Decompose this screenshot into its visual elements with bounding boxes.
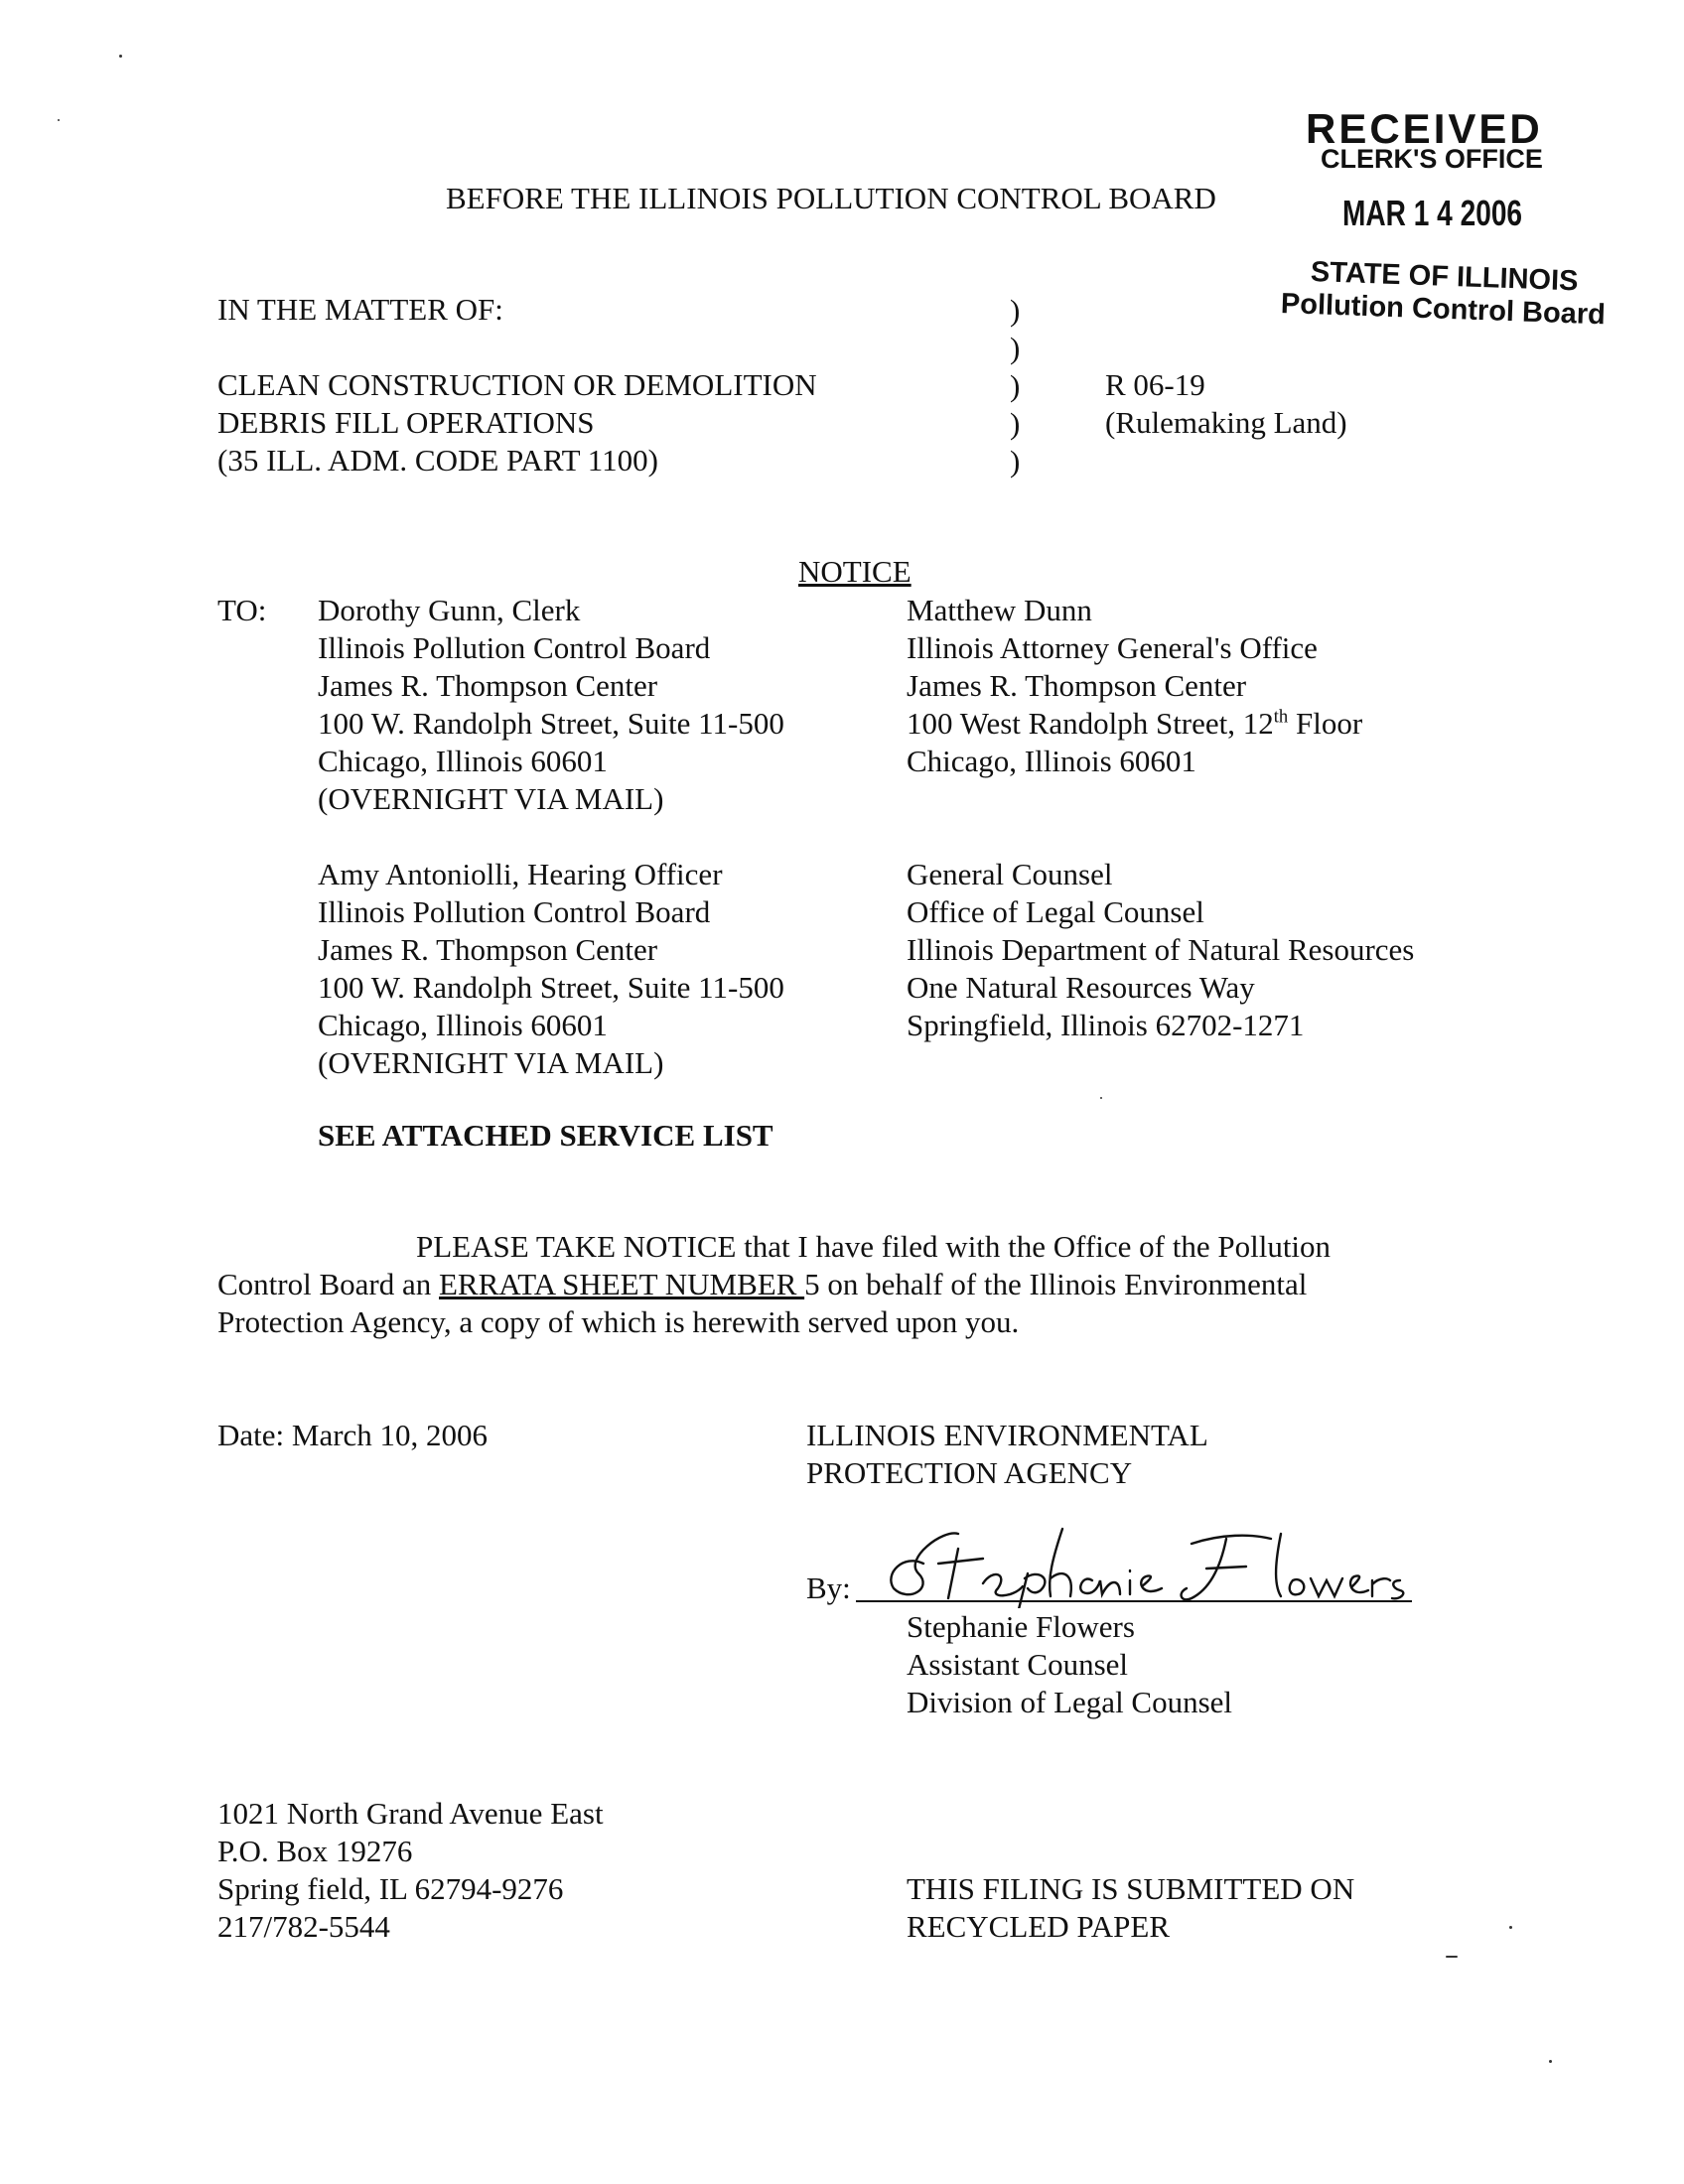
stamp-board: Pollution Control Board bbox=[1280, 288, 1607, 332]
paren: ) bbox=[1010, 293, 1021, 328]
board-title: BEFORE THE ILLINOIS POLLUTION CONTROL BOARD bbox=[446, 181, 1216, 215]
recipient-line: 100 W. Randolph Street, Suite 11-500 bbox=[318, 970, 784, 1005]
to-label: TO: bbox=[217, 593, 267, 627]
signer-block bbox=[907, 1608, 1232, 1721]
address-line: 217/782-5544 bbox=[217, 1909, 390, 1944]
filing-date: Date: March 10, 2006 bbox=[217, 1418, 489, 1452]
by-label: By: bbox=[806, 1570, 851, 1605]
recipient-line: James R. Thompson Center bbox=[318, 668, 658, 703]
recipient-line: Chicago, Illinois 60601 bbox=[318, 1008, 608, 1042]
caption-line-2: DEBRIS FILL OPERATIONS bbox=[217, 405, 595, 440]
caption-line-3: (35 ILL. ADM. CODE PART 1100) bbox=[217, 443, 658, 478]
recycled-paper-note bbox=[907, 1870, 1354, 1946]
recipient-line: (OVERNIGHT VIA MAIL) bbox=[318, 781, 664, 816]
caption-line-1: CLEAN CONSTRUCTION OR DEMOLITION bbox=[217, 367, 817, 402]
body-line-2-pre: Control Board an bbox=[217, 1267, 439, 1301]
paren: ) bbox=[1010, 331, 1021, 365]
paren: ) bbox=[1010, 406, 1021, 441]
recipient-line: One Natural Resources Way bbox=[907, 970, 1255, 1005]
recipient-line: 100 W. Randolph Street, Suite 11-500 bbox=[318, 706, 784, 741]
recipient-street bbox=[907, 705, 1362, 743]
recipient-line: Chicago, Illinois 60601 bbox=[318, 744, 608, 778]
recipient-line: Illinois Pollution Control Board bbox=[318, 894, 711, 929]
paren: ) bbox=[1010, 368, 1021, 403]
stamp-office: CLERK'S OFFICE bbox=[1321, 144, 1543, 174]
recycled-line: RECYCLED PAPER bbox=[907, 1909, 1170, 1944]
recipient-line: General Counsel bbox=[907, 857, 1113, 891]
paren: ) bbox=[1010, 444, 1021, 478]
street-sup: th bbox=[1273, 706, 1289, 728]
recipient-line: Matthew Dunn bbox=[907, 593, 1092, 627]
street-post: Floor bbox=[1288, 706, 1363, 741]
scan-speck bbox=[119, 55, 122, 58]
recipient-line: Chicago, Illinois 60601 bbox=[907, 744, 1196, 778]
street-pre: 100 West Randolph Street, 12 bbox=[907, 706, 1274, 741]
recipient-matthew-dunn bbox=[907, 592, 1362, 780]
body-line-3: Protection Agency, a copy of which is herewith served upon you. bbox=[217, 1304, 1020, 1339]
body-line-2-post: 5 on behalf of the Illinois Environmental bbox=[804, 1267, 1308, 1301]
scan-speck bbox=[1446, 1956, 1458, 1958]
agency-address bbox=[217, 1795, 604, 1946]
recipient-line: (OVERNIGHT VIA MAIL) bbox=[318, 1045, 664, 1080]
scan-speck bbox=[58, 119, 60, 121]
signer-name: Stephanie Flowers bbox=[907, 1609, 1135, 1644]
recipient-line: Illinois Pollution Control Board bbox=[318, 630, 711, 665]
address-line: P.O. Box 19276 bbox=[217, 1834, 413, 1868]
scan-speck bbox=[1509, 1926, 1512, 1929]
recipient-line: Office of Legal Counsel bbox=[907, 894, 1204, 929]
body-line-1: PLEASE TAKE NOTICE that I have filed with the Office of the Pollution bbox=[416, 1229, 1332, 1264]
stamp-received: RECEIVED bbox=[1306, 105, 1543, 152]
case-number: R 06-19 bbox=[1105, 367, 1205, 402]
case-type: (Rulemaking Land) bbox=[1105, 405, 1347, 440]
recipient-line: James R. Thompson Center bbox=[318, 932, 658, 967]
handwritten-signature bbox=[864, 1519, 1420, 1608]
recipient-line: Dorothy Gunn, Clerk bbox=[318, 593, 581, 627]
agency-line-1: ILLINOIS ENVIRONMENTAL bbox=[806, 1418, 1208, 1452]
service-list-note: SEE ATTACHED SERVICE LIST bbox=[318, 1118, 773, 1153]
address-line: Spring field, IL 62794-9276 bbox=[217, 1871, 564, 1906]
body-line-2 bbox=[217, 1266, 1331, 1303]
recipient-dorothy-gunn bbox=[318, 592, 784, 818]
signer-title: Assistant Counsel bbox=[907, 1647, 1129, 1682]
stamp-date: MAR 1 4 2006 bbox=[1342, 193, 1523, 233]
signer-division: Division of Legal Counsel bbox=[907, 1685, 1233, 1719]
stamp-state: STATE OF ILLINOIS bbox=[1310, 256, 1579, 298]
scan-speck bbox=[1549, 2060, 1552, 2063]
recipient-amy-antoniolli bbox=[318, 856, 784, 1082]
errata-sheet-link: ERRATA SHEET NUMBER bbox=[439, 1267, 805, 1301]
recipient-line: Amy Antoniolli, Hearing Officer bbox=[318, 857, 723, 891]
recycled-line: THIS FILING IS SUBMITTED ON bbox=[907, 1871, 1355, 1906]
caption-parens bbox=[1010, 292, 1020, 480]
recipient-line: Springfield, Illinois 62702-1271 bbox=[907, 1008, 1305, 1042]
notice-heading: NOTICE bbox=[798, 554, 912, 589]
agency-line-2: PROTECTION AGENCY bbox=[806, 1455, 1133, 1490]
agency-name bbox=[806, 1417, 1208, 1492]
body-paragraph bbox=[217, 1228, 1331, 1341]
recipient-line: Illinois Department of Natural Resources bbox=[907, 932, 1415, 967]
recipient-line: Illinois Attorney General's Office bbox=[907, 630, 1318, 665]
recipient-line: James R. Thompson Center bbox=[907, 668, 1247, 703]
in-the-matter-of: IN THE MATTER OF: bbox=[217, 292, 503, 327]
recipient-general-counsel bbox=[907, 856, 1414, 1044]
case-info bbox=[1105, 366, 1347, 442]
caption-title bbox=[217, 366, 817, 479]
scan-speck bbox=[1100, 1097, 1102, 1099]
address-line: 1021 North Grand Avenue East bbox=[217, 1796, 604, 1831]
